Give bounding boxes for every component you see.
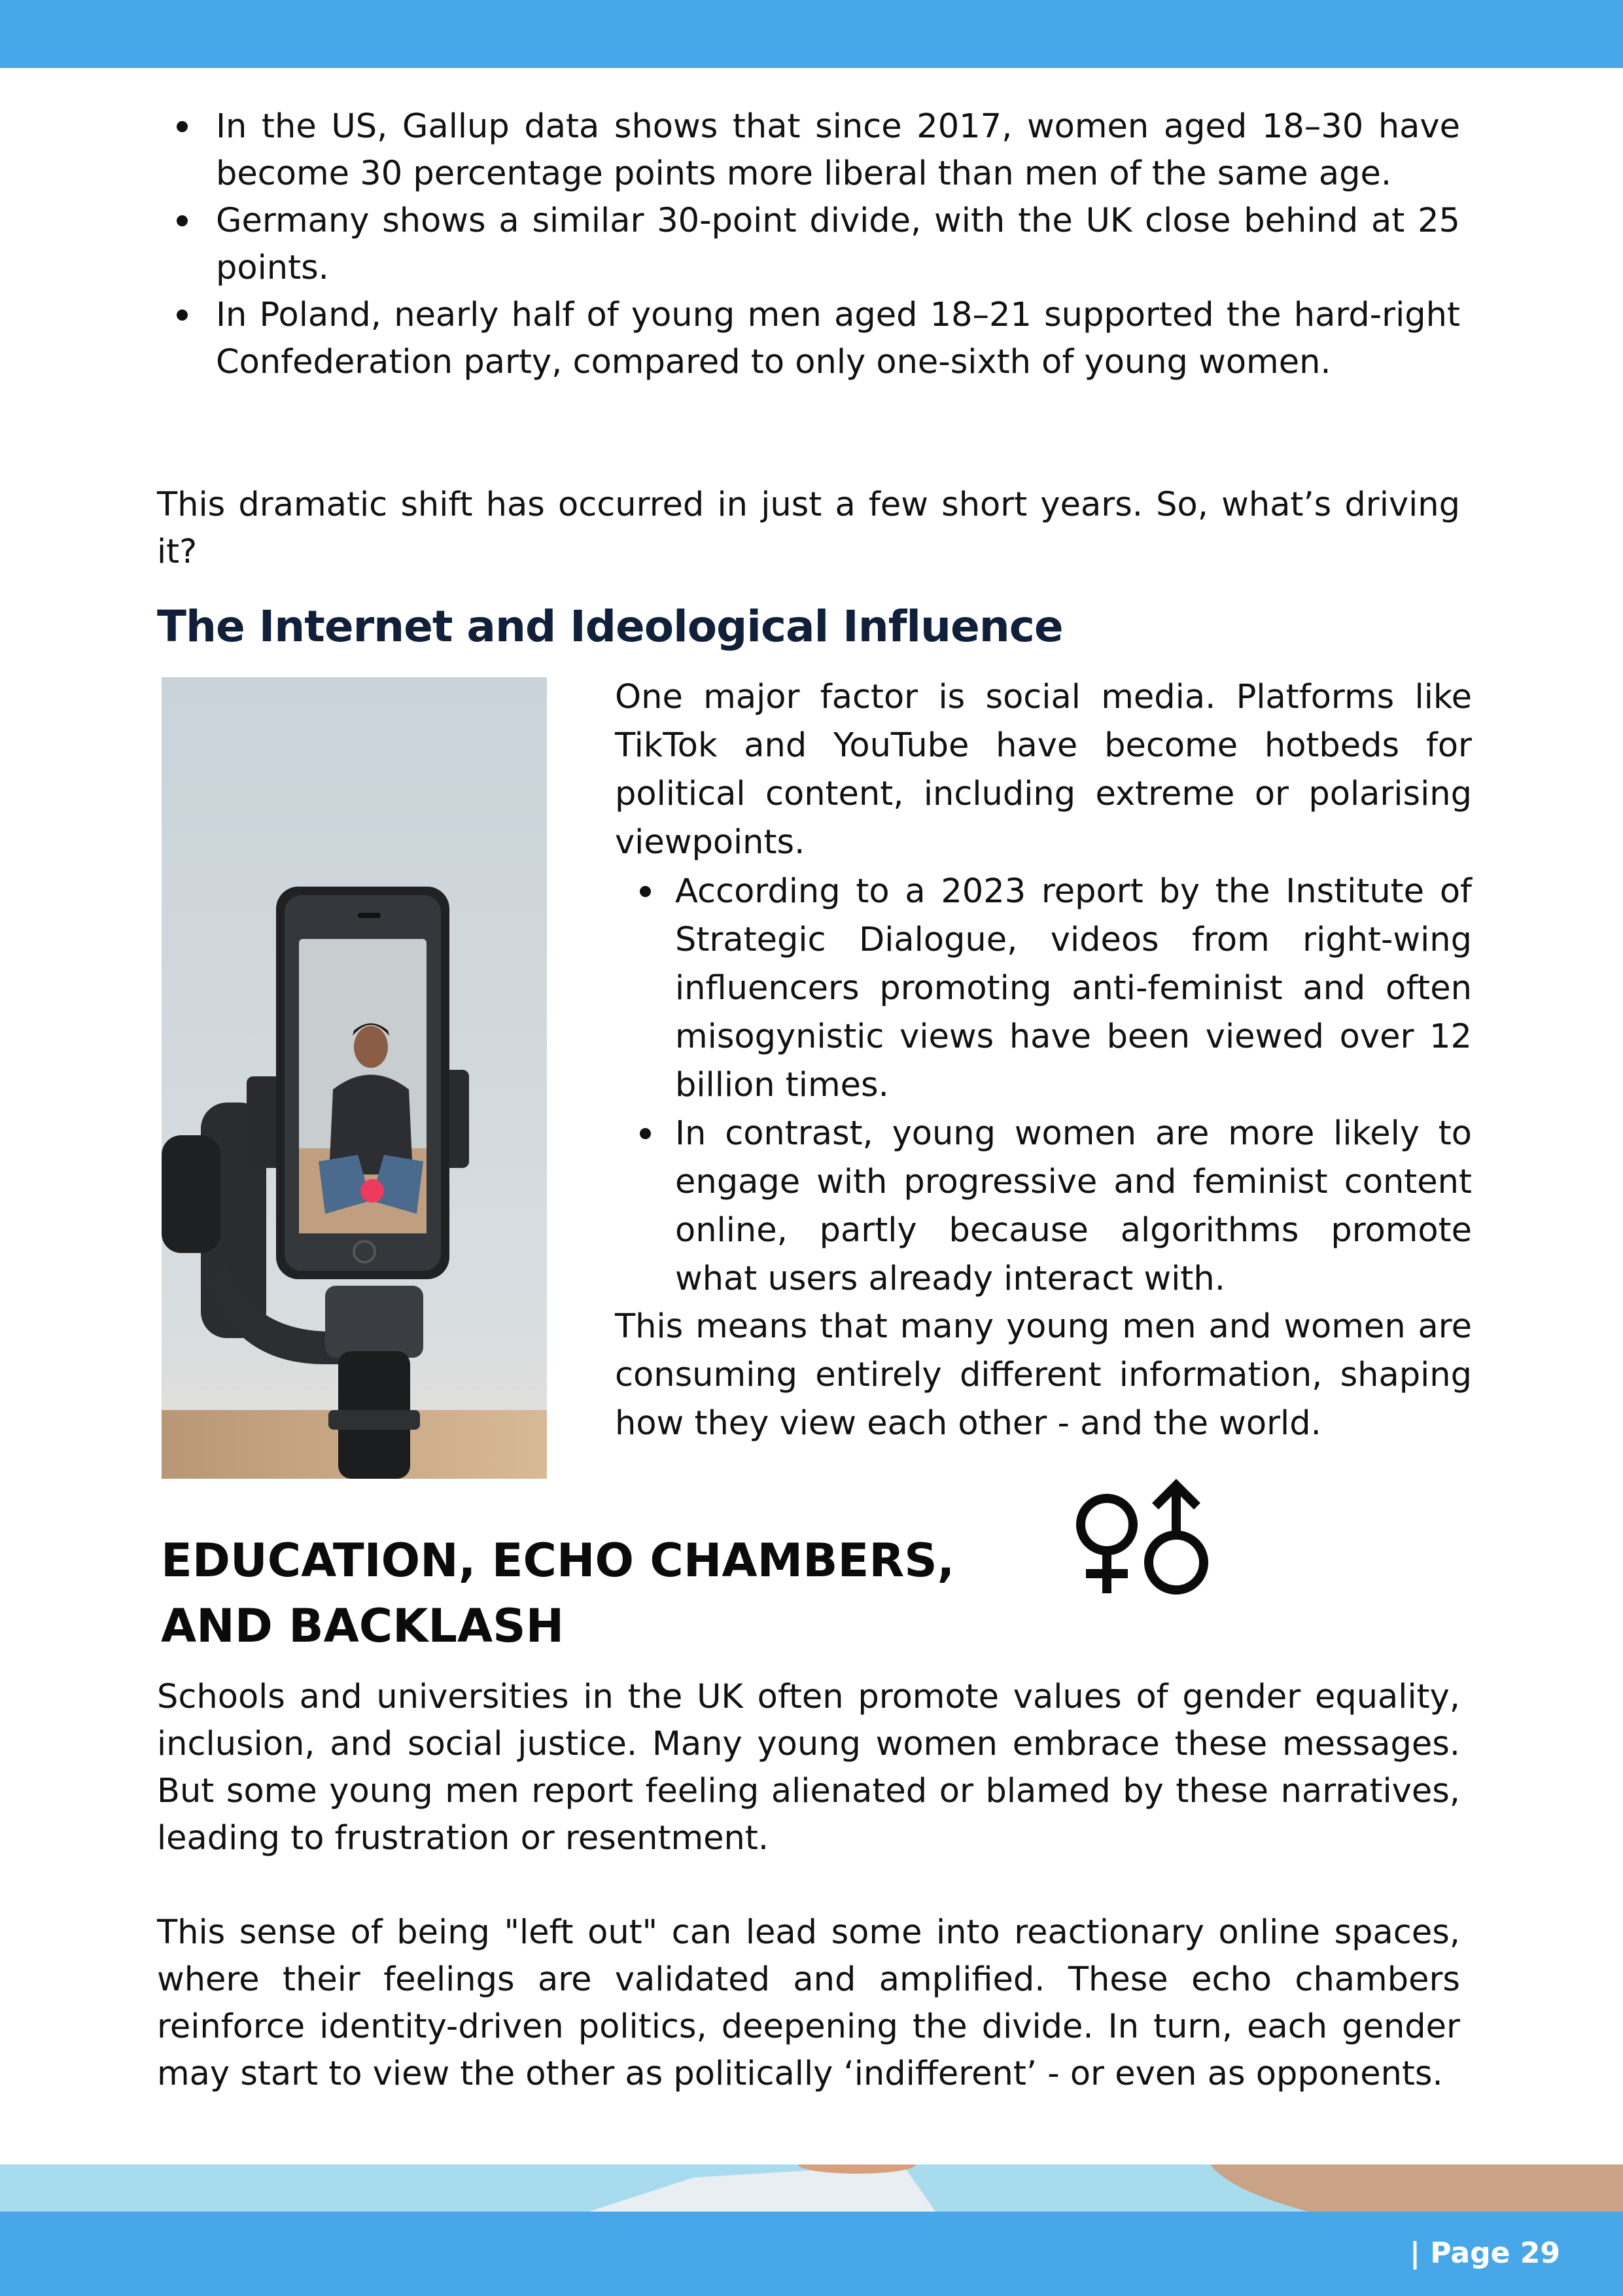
list-item: In the US, Gallup data shows that since 2017, women aged 18–30 have become 30 percentage points more liberal than men of the same age. xyxy=(157,103,1460,198)
intro-paragraph: This dramatic shift has occurred in just a few short years. So, what’s driving it? xyxy=(157,486,1460,571)
footer-bar xyxy=(0,2212,1623,2296)
intro-bullet-list xyxy=(157,103,1460,386)
section2-paragraph-2: This sense of being "left out" can lead some into reactionary online spaces, where their feelings are validated and amplified. These echo chambers reinforce identity-driven politics, deepening the divide. In turn, each gender may start to view the other as politically ‘indifferent’ - or even as opponents. xyxy=(157,1913,1460,2093)
list-item: Germany shows a similar 30-point divide, with the UK close behind at 25 points. xyxy=(157,198,1460,292)
section1-closing: This means that many young men and women are consuming entirely different information, shaping how they view each other - and the world. xyxy=(615,1307,1472,1443)
section-heading-internet: The Internet and Ideological Influence xyxy=(157,601,1063,652)
section2-paragraph-1: Schools and universities in the UK often promote values of gender equality, inclusion, and social justice. Many young women embrace these messages. But some young men report feeling alienated or blamed by these narratives, leading to frustration or resentment. xyxy=(157,1678,1460,1858)
section1-lead: One major factor is social media. Platforms like TikTok and YouTube have become hotbeds for political content, including extreme or polarising viewpoints. xyxy=(615,678,1472,862)
phone-on-gimbal-photo xyxy=(162,677,547,1479)
section-heading-education: EDUCATION, ECHO CHAMBERS, AND BACKLASH xyxy=(161,1534,955,1653)
gender-symbols-icon xyxy=(1066,1479,1223,1610)
section1-bullet-list xyxy=(615,868,1472,1303)
list-item: According to a 2023 report by the Institute of Strategic Dialogue, videos from right-wing influencers promoting anti-feminist and often misogynistic views have been viewed over 12 billion times. xyxy=(615,868,1472,1110)
header-bar xyxy=(0,0,1623,68)
list-item: In Poland, nearly half of young men aged 18–21 supported the hard-right Confederation party, compared to only one-sixth of young women. xyxy=(157,292,1460,386)
page-number: | Page 29 xyxy=(1409,2236,1560,2270)
footer-photo-strip xyxy=(0,2164,1623,2212)
list-item: In contrast, young women are more likely to engage with progressive and feminist content online, partly because algorithms promote what users already interact with. xyxy=(615,1110,1472,1303)
